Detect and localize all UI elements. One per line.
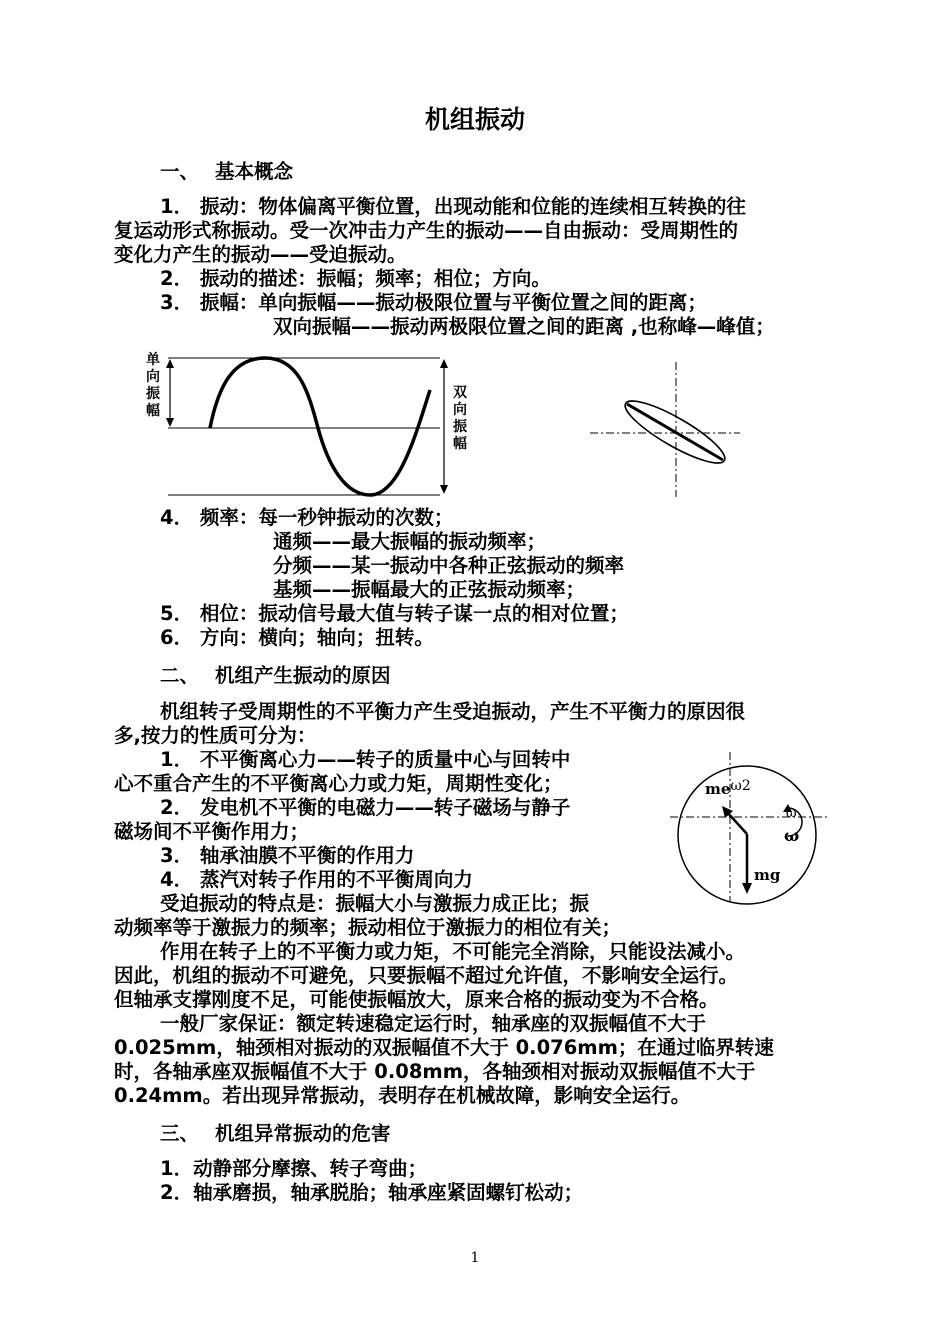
paragraph-line: 3． 振幅：单向振幅——振动极限位置与平衡位置之间的距离；	[160, 291, 707, 314]
paragraph-line: 基频——振幅最大的正弦振动频率；	[273, 578, 586, 601]
section-number: 二、	[160, 664, 200, 687]
centrifugal-force-label	[705, 780, 751, 798]
label-char: 单	[146, 352, 160, 368]
arrow-head-up	[440, 359, 448, 368]
section-title: 机组产生振动的原因	[215, 664, 391, 687]
label-char: 幅	[453, 436, 467, 452]
label-char: 向	[453, 402, 467, 418]
section-title: 基本概念	[215, 160, 294, 183]
label-char: 振	[146, 386, 160, 402]
paragraph-line: 受迫振动的特点是：振幅大小与激振力成正比；振	[160, 892, 590, 915]
label-char: 向	[146, 369, 160, 385]
paragraph-line: 2． 振动的描述：振幅；频率；相位；方向。	[160, 267, 551, 290]
section-heading-hazards	[160, 1122, 391, 1146]
double-amplitude-label	[450, 385, 470, 453]
omega-squared-text: ω2	[730, 778, 751, 794]
me-text: me	[705, 780, 731, 798]
paragraph-line: 复运动形式称振动。受一次冲击力产生的振动——自由振动：受周期性的	[114, 219, 739, 242]
section-heading-basic-concepts	[160, 160, 293, 184]
paragraph-line: 心不重合产生的不平衡离心力或力矩，周期性变化；	[114, 772, 563, 795]
paragraph-line: 双向振幅——振动两极限位置之间的距离 ,也称峰—峰值；	[273, 315, 775, 338]
paragraph-line: 2． 发电机不平衡的电磁力——转子磁场与静子	[160, 796, 571, 819]
major-axis	[627, 404, 723, 460]
label-char: 幅	[146, 403, 160, 419]
orbit-ellipse-figure	[590, 362, 750, 502]
paragraph-line: 磁场间不平衡作用力；	[114, 820, 310, 843]
paragraph-line: 变化力产生的振动——受迫振动。	[114, 243, 407, 266]
arrow-head-down	[742, 883, 752, 894]
section-heading-causes	[160, 664, 391, 688]
paragraph-line: 机组转子受周期性的不平衡力产生受迫振动，产生不平衡力的原因很	[160, 700, 746, 723]
section-number: 三、	[160, 1122, 200, 1145]
sine-wave	[210, 358, 430, 495]
paragraph-line: 2．轴承磨损，轴承脱胎；轴承座紧固螺钉松动；	[160, 1181, 584, 1204]
paragraph-line: 5． 相位：振动信号最大值与转子谋一点的相对位置；	[160, 602, 629, 625]
paragraph-line: 6． 方向：横向；轴向；扭转。	[160, 626, 434, 649]
paragraph-line: 但轴承支撑刚度不足，可能使振幅放大，原来合格的振动变为不合格。	[114, 988, 719, 1011]
paragraph-line: 1． 不平衡离心力——转子的质量中心与回转中	[160, 748, 571, 771]
label-char: 振	[453, 419, 467, 435]
paragraph-line: 通频——最大振幅的振动频率；	[273, 530, 547, 553]
paragraph-line: 3． 轴承油膜不平衡的作用力	[160, 844, 415, 867]
rotation-direction-symbol: ω	[786, 806, 797, 821]
paragraph-line: 0.24mm。若出现异常振动，表明存在机械故障，影响安全运行。	[114, 1084, 691, 1107]
document-title: 机组振动	[424, 105, 525, 134]
section-title: 机组异常振动的危害	[215, 1122, 391, 1145]
label-char: 双	[453, 385, 467, 401]
paragraph-line: 1．动静部分摩擦、转子弯曲；	[160, 1157, 428, 1180]
paragraph-line: 0.025mm，轴颈相对振动的双振幅值不大于 0.076mm；在通过临界转速	[114, 1036, 774, 1059]
paragraph-line: 时，各轴承座双振幅值不大于 0.08mm，各轴颈相对振动双振幅值不大于	[114, 1060, 756, 1083]
gravity-label: mg	[754, 866, 781, 884]
paragraph-line: 1． 振动：物体偏离平衡位置，出现动能和位能的连续相互转换的往	[160, 195, 746, 218]
paragraph-line: 4． 频率：每一秒钟振动的次数；	[160, 506, 454, 529]
paragraph-line: 一般厂家保证：额定转速稳定运行时，轴承座的双振幅值不大于	[160, 1012, 707, 1035]
page-number: 1	[470, 1250, 480, 1266]
paragraph-line: 多,按力的性质可分为：	[114, 724, 317, 747]
paragraph-line: 作用在转子上的不平衡力或力矩，不可能完全消除，只能设法减小。	[160, 940, 746, 963]
rotor-force-diagram	[670, 752, 830, 912]
arrow-head-down	[440, 485, 448, 494]
sine-wave-figure	[140, 350, 460, 500]
section-number: 一、	[160, 160, 200, 183]
paragraph-line: 因此，机组的振动不可避免，只要振幅不超过允许值，不影响安全运行。	[114, 964, 739, 987]
arrow-head-up	[166, 359, 174, 368]
paragraph-line: 分频——某一振动中各种正弦振动的频率	[273, 554, 625, 577]
paragraph-line: 4． 蒸汽对转子作用的不平衡周向力	[160, 868, 473, 891]
angular-velocity-label: ω	[784, 826, 800, 845]
arrow-head-down	[166, 418, 174, 427]
paragraph-line: 动频率等于激振力的频率；振动相位于激振力的相位有关；	[114, 916, 622, 939]
single-amplitude-label	[143, 352, 163, 420]
